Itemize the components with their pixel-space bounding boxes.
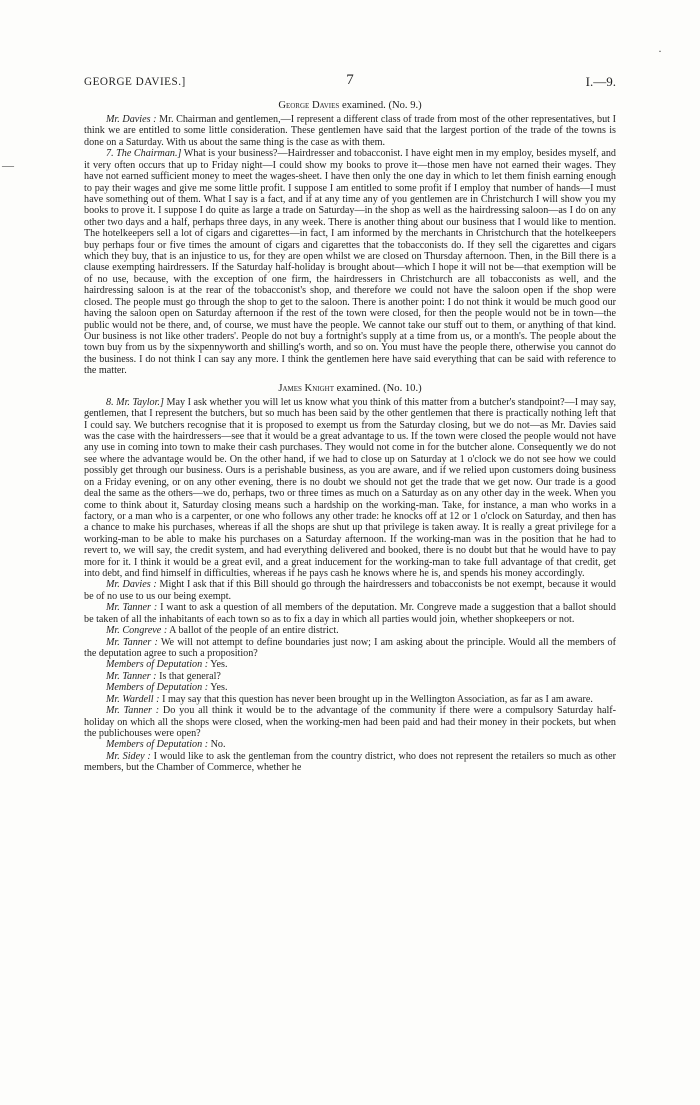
para-text: Mr. Chairman and gentlemen,—I represent a different class of trade from most of the other representatives, but I think we are entitled to some little consideration. These gentlemen have said that the largest portion of the trade of the towns is done on a Saturday. With us about the same thing is the case as with them. xyxy=(84,114,616,148)
paragraph xyxy=(84,148,616,376)
title-suffix: examined. (No. 10.) xyxy=(333,382,422,394)
witness-name: George Davies xyxy=(278,100,340,111)
paragraph xyxy=(84,637,616,660)
paragraph xyxy=(84,682,616,693)
speaker: Mr. Sidey : xyxy=(106,750,151,762)
paragraph xyxy=(84,739,616,750)
para-text: I would like to ask the gentleman from the country district, who does not represent the retailers so much as other members, but the Chamber of Commerce, whether he xyxy=(84,750,616,774)
header-left: GEORGE DAVIES.] xyxy=(84,76,186,88)
paragraph xyxy=(84,659,616,670)
header-right: I.—9. xyxy=(585,74,616,89)
paragraph xyxy=(84,671,616,682)
document-page xyxy=(84,72,616,774)
para-text: No. xyxy=(208,739,226,751)
section-title xyxy=(84,383,616,395)
para-text: We will not attempt to define boundaries just now; I am asking about the principle. Would all the members of the deputation agree to such a proposition? xyxy=(84,636,616,659)
paragraph xyxy=(84,625,616,636)
para-text: Yes. xyxy=(208,659,228,671)
paragraph xyxy=(84,397,616,580)
para-text: Is that general? xyxy=(156,670,221,682)
para-text: Yes. xyxy=(208,682,228,694)
speaker: Mr. Davies : xyxy=(106,579,157,591)
speaker: 7. The Chairman.] xyxy=(106,148,182,160)
speaker: Members of Deputation : xyxy=(106,739,209,751)
para-text: Do you all think it would be to the advantage of the community if there were a compulsory Saturday half-holiday on which all the shops were closed, when the working-men had been paid and had their money in their pockets, but when the publichouses were open? xyxy=(84,705,616,739)
witness-name: James Knight xyxy=(278,382,334,394)
speaker: Mr. Tanner : xyxy=(106,670,157,682)
paragraph xyxy=(84,751,616,774)
speaker: Mr. Tanner : xyxy=(106,602,158,614)
paragraph xyxy=(84,114,616,148)
speaker: Members of Deputation : xyxy=(106,682,209,694)
paragraph xyxy=(84,579,616,602)
section-james-knight xyxy=(84,383,616,774)
para-text: I want to ask a question of all members of the deputation. Mr. Congreve made a suggestion that a ballot should be taken of all the inhabitants of each town so as to fix a day in which all parties would join, whether shopkeepers or not. xyxy=(84,602,616,625)
page-number: 7 xyxy=(346,72,354,88)
para-text: May I ask whether you will let us know what you think of this matter from a butcher's standpoint?—I may say, gentlemen, that I represent the butchers, but so much has been said by the other gentlemen that there is practically nothing left that I could say. We butchers recognise that it is proposed to exempt us from the Saturday closing, but we do not—as Mr. Davies said was the case with the hairdressers—see that it would be a great advantage to us. If the town were closed the people would not have any use in coming into town to make their cash purchases. They would not come in for the butcher alone. Consequently we do not see where the advantage would be. On the other hand, if we had to close up on Saturday at 1 o'clock we do not see how we could possibly get through our business. Ours is a perishable business, as you are aware, and if we relied upon customers doing business on a Friday evening, or on any other evening, there is no doubt we should not get the trade that we get now. Our trade is a good deal the same as the others—we do, perhaps, two or three times as much on a Saturday as on any other day in the week. When you come to think about it, Saturday closing means such a hardship on the working-man. Take, for instance, a man who works in a factory, or a man who is a carpenter, or one who follows any other trade: he knocks off at 12 or 1 o'clock on Saturday, and then has a chance to make his purchases, whereas if all the shops are shut up that privilege is taken away. It is really a great privilege for a working-man to be able to make his purchases on a Saturday afternoon. If the working-man was in the position that he had to revert to, we will say, the credit system, and had everything delivered and booked, there is no doubt but that he would have to pay more for it. I think it would be a great evil, and a great inducement for the working-man to take full advantage of that credit, get into debt, and find himself in difficulties, whereas if he pays cash he knows where he is, and spends his money accordingly. xyxy=(84,396,617,580)
paragraph xyxy=(84,694,616,705)
paragraph xyxy=(84,705,616,739)
speaker: Mr. Wardell : xyxy=(106,693,160,705)
running-header xyxy=(84,72,616,94)
speaker: Mr. Tanner : xyxy=(106,636,158,648)
speaker: Members of Deputation : xyxy=(106,659,209,671)
para-text: I may say that this question has never been brought up in the Wellington Association, as far as I am aware. xyxy=(159,693,593,705)
para-text: A ballot of the people of an entire district. xyxy=(167,625,339,637)
speaker: 8. Mr. Taylor.] xyxy=(106,396,164,408)
para-text: Might I ask that if this Bill should go through the hairdressers and tobacconists be not exempt, because it would be of no use to us our being exempt. xyxy=(84,579,616,602)
speaker: Mr. Congreve : xyxy=(106,625,168,637)
speaker: Mr. Davies : xyxy=(106,114,157,125)
speaker: Mr. Tanner : xyxy=(106,705,160,717)
paragraph xyxy=(84,602,616,625)
margin-dot-mark: · xyxy=(658,44,662,58)
para-text: What is your business?—Hairdresser and tobacconist. I have eight men in my employ, besides myself, and it very often occurs that up to Friday night—I could show my books to prove it—those men have not earned their wages. They have not earned sufficient money to meet the wages-sheet. I have then only the one day in which to let them finish earning enough to pay their wages and give me some little profit. I suppose I am entitled to some profit if I employ that number of hands—I must have something out of them. What I say is a fact, and if at any time any of you gentlemen are in Christchurch I will show you my books to prove it. I suppose I do quite as large a trade on Saturday—in the shop as well as the hairdressing saloon—as I do on any other two days and a half, perhaps three days, in any week. There is another thing about our business that I would like to mention. The hotelkeepers sell a lot of cigars and cigarettes—in fact, I am informed by the merchants in Christchurch that the hotelkeepers buy perhaps four or five times the amount of cigars and cigarettes that the tobacconists do. If they sell the cigarettes and cigars which they buy, that is an injustice to us, for they are open whilst we are closed on Thursday afternoon. Then, in the Bill there is a clause exempting hairdressers. If the Saturday half-holiday is brought about—which I hope it will not be—that exemption will be of no use, because, with the exception of one firm, the hairdressers in Christchurch are all tobacconists as well, and the hairdressing saloon is at the rear of the tobacconist's shop, and therefore we could not have the saloon open if the shop were closed. The people must go through the shop to get to the saloon. There is another point: I do not think it would be much good our having the saloon open on Saturday afternoon if the rest of the town were closed, for then the people would not be in town—the public would not be there, and, of course, we must have the people. We cannot take our stuff out to them, or anything of that kind. Our business is not like other traders'. People do not buy a fortnight's supply at a time from us, or a month's. The people about the town buy from us by the sixpennyworth and shilling's worth, and so on. You must have the people there, otherwise you cannot do the business. I do not think I can say any more. I think the gentlemen here have said everything that can be said with reference to the matter. xyxy=(84,148,616,377)
title-suffix: examined. (No. 9.) xyxy=(339,100,422,111)
section-title xyxy=(84,100,616,112)
section-george-davies xyxy=(84,100,616,377)
margin-dash-mark: — xyxy=(2,158,14,172)
